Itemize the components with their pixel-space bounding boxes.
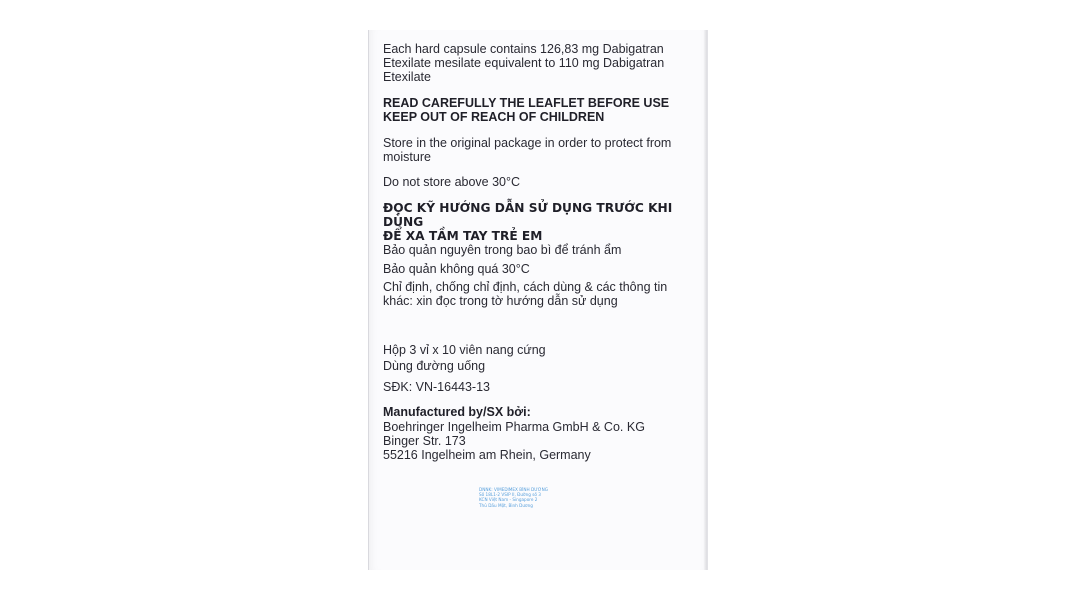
warning-english: READ CAREFULLY THE LEAFLET BEFORE USE KEEP OUT OF REACH OF CHILDREN <box>383 96 670 124</box>
route-of-administration: Dùng đường uống <box>383 359 486 373</box>
importer-stamp: DNNK: VIMEDIMEX BÌNH DƯƠNG Số 18L1-2 VSIP II, Đường số 3 KCN Việt Nam - Singapore 2 Thủ Dầu Một, Bình Dương <box>479 487 548 508</box>
warning-vietnamese: ĐỌC KỸ HƯỚNG DẪN SỬ DỤNG TRƯỚC KHI DÙNG ĐỂ XA TẦM TAY TRẺ EM <box>383 201 673 243</box>
indications-vietnamese: Chỉ định, chống chỉ định, cách dùng & các thông tin khác: xin đọc trong tờ hướng dẫn sử dụng <box>383 280 668 308</box>
storage-english: Store in the original package in order to protect from moisture <box>383 136 672 164</box>
pack-size: Hộp 3 vỉ x 10 viên nang cứng <box>383 343 546 357</box>
manufacturer-address-line2: 55216 Ingelheim am Rhein, Germany <box>383 448 591 462</box>
manufacturer-label: Manufactured by/SX bởi: <box>383 405 531 419</box>
carton-edge <box>704 30 707 570</box>
storage-vietnamese: Bảo quản nguyên trong bao bì để tránh ẩm <box>383 243 622 257</box>
registration-number: SĐK: VN-16443-13 <box>383 380 491 394</box>
composition-text: Each hard capsule contains 126,83 mg Dabigatran Etexilate mesilate equivalent to 110 mg Dabigatran Etexilate <box>383 42 665 84</box>
medicine-carton-side <box>368 30 708 570</box>
temperature-vietnamese: Bảo quản không quá 30°C <box>383 262 530 276</box>
temperature-english: Do not store above 30°C <box>383 175 521 189</box>
manufacturer-address-line1: Binger Str. 173 <box>383 434 466 448</box>
manufacturer-name: Boehringer Ingelheim Pharma GmbH & Co. KG <box>383 420 645 434</box>
